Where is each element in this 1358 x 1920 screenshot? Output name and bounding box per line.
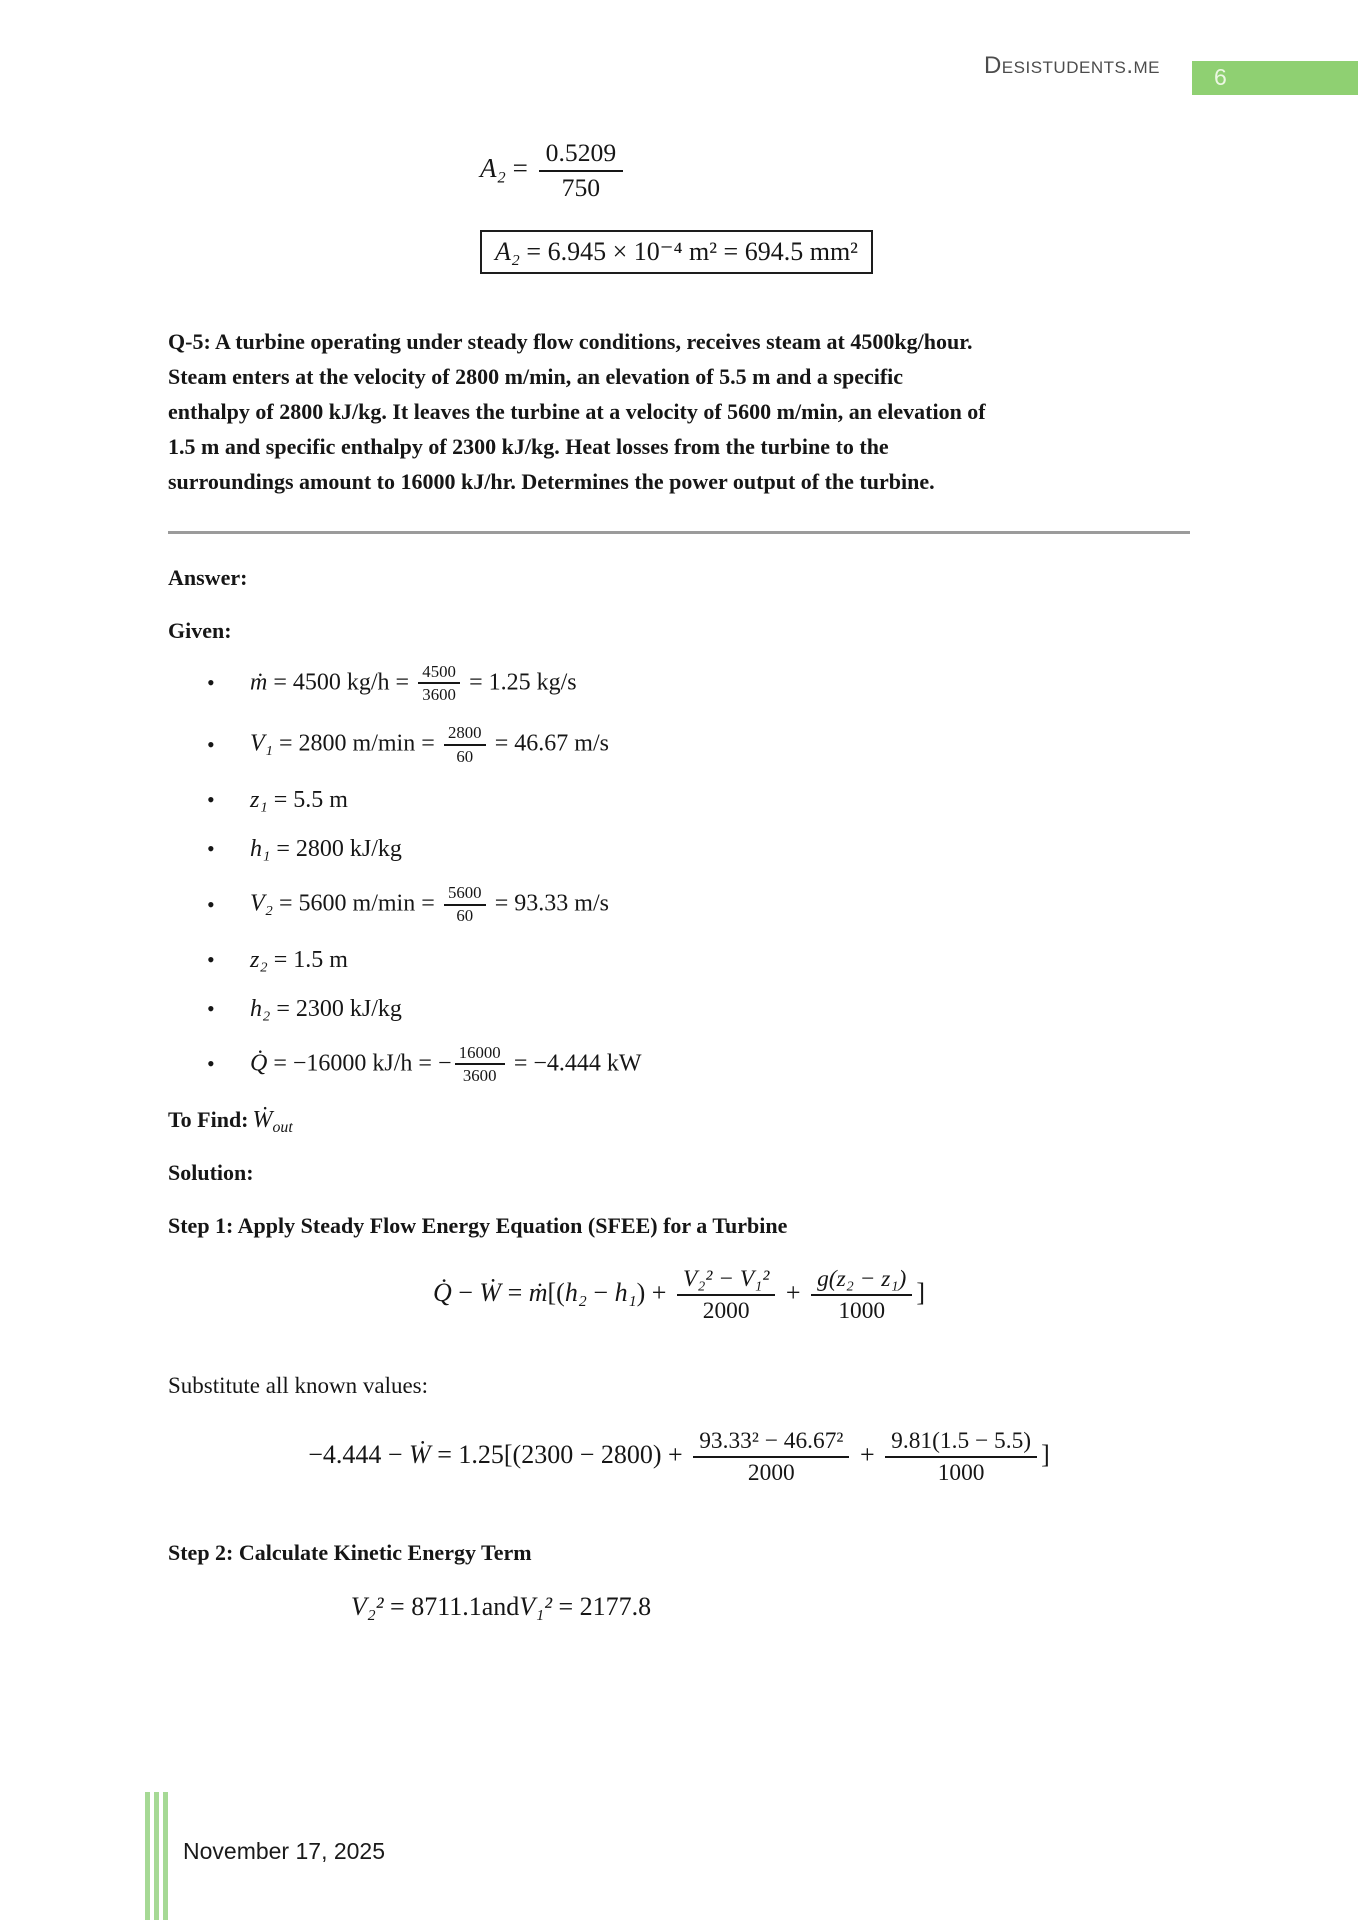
given-item-equation: V₁ = 2800 m/min = $\frac{2800}{60}$ = 46.67 m/s (250, 723, 609, 766)
given-item-equation: Q̇ = −16000 kJ/h = − $\frac{16000}{3600}$ = −4.444 kW (250, 1042, 642, 1086)
given-item-equation: z₁ = 5.5 m (250, 786, 348, 813)
equation-a2-boxed: A₂ = 6.945 × 10⁻⁴ m² = 694.5 mm² (480, 230, 873, 274)
substituted-equation: −4.444 − Ẇ = 1.25[(2300 − 2800) + $\frac{\text{93.33² − 46.67²}}{2000}$ + $\frac{9.81(1.5 - 5.5)}{1000}$ ] (308, 1428, 1050, 1487)
given-item-v1 (168, 723, 1190, 767)
kinetic-equation-row (168, 1592, 1190, 1622)
equation-a2-fraction: A₂ = $\frac{0.5209}{750}$ (480, 138, 1190, 204)
given-item-h2 (168, 994, 1190, 1025)
bullet-icon: • (207, 670, 215, 696)
given-item-z2 (168, 945, 1190, 976)
page-number-badge (1192, 61, 1358, 95)
site-name: Desistudents.me (983, 52, 1160, 79)
bullet-icon: • (207, 947, 215, 973)
footer-date: November 17, 2025 (183, 1838, 386, 1864)
step2-heading: Step 2: Calculate Kinetic Energy Term (168, 1540, 532, 1566)
given-item-equation: h₁ = 2800 kJ/kg (250, 835, 402, 862)
given-item-equation: ṁ = 4500 kg/h = $\frac{4500}{3600}$ = 1.25 kg/s (250, 661, 577, 705)
solution-heading: Solution: (168, 1160, 254, 1186)
kinetic-equation-shift (351, 1592, 651, 1622)
given-item-mass-flow (168, 662, 1190, 706)
page-content (0, 138, 1358, 1622)
question-paragraph: Q-5: A turbine operating under steady flow conditions, receives steam at 4500kg/hour. Steam enters at the velocity of 2800 m/min, an elevation of 5.5 m and a specific enthalpy of 2800 kJ/kg. It leaves the turbine at a velocity of 5600 m/min, an elevation of 1.5 m and specific enthalpy of 2300 kJ/kg. Heat losses from the turbine to the surroundings amount to 16000 kJ/hr. Determines the power output of the turbine. (168, 328, 986, 494)
given-list (168, 662, 1190, 1087)
equation-a2-boxed-wrap (480, 230, 1190, 274)
kinetic-equation: V₂² = 8711.1andV₁² = 2177.8 (350, 1592, 652, 1622)
bullet-icon: • (207, 1051, 215, 1077)
given-item-v2 (168, 883, 1190, 927)
given-item-z1 (168, 785, 1190, 816)
section-divider (168, 531, 1190, 534)
given-item-equation: z₂ = 1.5 m (250, 946, 348, 973)
given-heading: Given: (168, 617, 232, 643)
bullet-icon: • (207, 836, 215, 862)
page-number: 6 (1214, 64, 1227, 90)
answer-heading: Answer: (168, 564, 248, 590)
given-item-equation: V₂ = 5600 m/min = $\frac{5600}{60}$ = 93.33 m/s (250, 882, 609, 926)
given-item-heat-loss (168, 1043, 1190, 1087)
substituted-equation-row (168, 1427, 1190, 1487)
to-find-value: Ẇ$_{out}$ (252, 1107, 293, 1137)
bullet-icon: • (207, 891, 215, 917)
footer-accent-bars (145, 1792, 168, 1920)
sfee-equation-row (168, 1265, 1190, 1325)
to-find-label: To Find: (168, 1107, 249, 1133)
given-item-equation: h₂ = 2300 kJ/kg (250, 995, 402, 1022)
bullet-icon: • (207, 996, 215, 1022)
step1-heading: Step 1: Apply Steady Flow Energy Equation (SFEE) for a Turbine (168, 1213, 788, 1239)
sfee-equation: Q̇ − Ẇ = ṁ[(h₂ − h₁) + $\frac{\text{V₂² − V₁²}}{2000}$ + $\frac{\text{g(z₂ − z₁)}}{1000}$ ] (432, 1266, 926, 1325)
substitute-note: Substitute all known values: (168, 1373, 429, 1399)
given-item-h1 (168, 834, 1190, 865)
bullet-icon: • (207, 732, 215, 758)
to-find-line (168, 1104, 1190, 1137)
bullet-icon: • (207, 787, 215, 813)
